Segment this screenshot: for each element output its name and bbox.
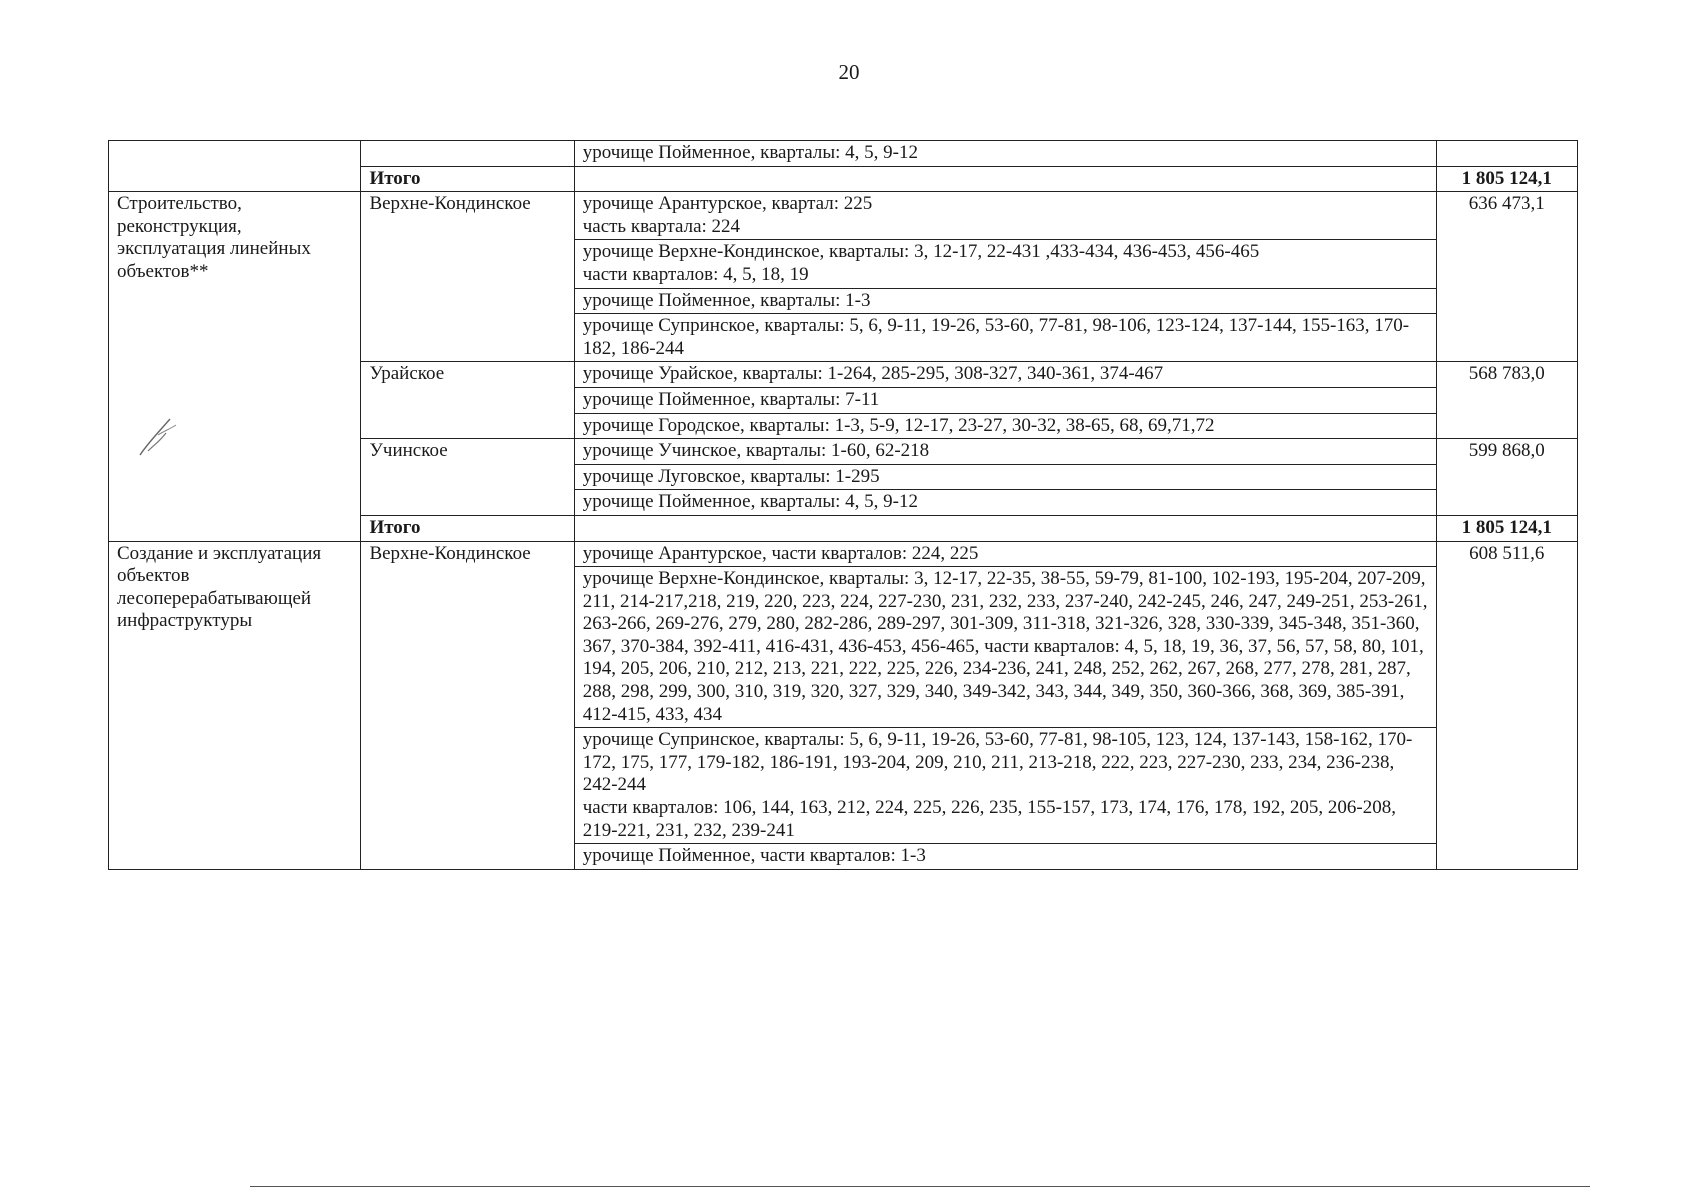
location-line: урочище Учинское, кварталы: 1-60, 62-218 bbox=[582, 440, 930, 462]
area-cell: 636 473,1 bbox=[1436, 192, 1577, 362]
location-cell bbox=[574, 567, 1436, 728]
itogo-total: 1 805 124,1 bbox=[1436, 515, 1577, 541]
purpose-cell-empty bbox=[109, 141, 361, 192]
area-cell: 608 511,6 bbox=[1436, 541, 1577, 869]
location-line: урочище Урайское, кварталы: 1-264, 285-295, 308-327, 340-361, 374-467 bbox=[582, 363, 1164, 385]
location-line: урочище Супринское, кварталы: 5, 6, 9-11, 19-26, 53-60, 77-81, 98-105, 123, 124, 137-143, 158-162, 170-172, 175, 177, 179-182, 186-191, 193-204, 209, 210, 211, 213-218, 222, 223, 227-230, 233, 234, 236-238, 242-244 bbox=[582, 729, 1413, 796]
table-row bbox=[109, 541, 1578, 567]
location-cell bbox=[574, 439, 1436, 465]
itogo-total: 1 805 124,1 bbox=[1436, 166, 1577, 192]
location-cell bbox=[574, 240, 1436, 288]
handwritten-mark-icon bbox=[130, 405, 200, 465]
area-cell-empty bbox=[1436, 141, 1577, 167]
forestry-cell: Урайское bbox=[361, 362, 574, 439]
location-cell bbox=[574, 387, 1436, 413]
location-line: части кварталов: 106, 144, 163, 212, 224, 225, 226, 235, 155-157, 173, 174, 176, 178, 192, 205, 206-208, 219-221, 231, 232, 239-241 bbox=[582, 797, 1397, 841]
bottom-rule bbox=[250, 1186, 1590, 1187]
location-cell bbox=[574, 844, 1436, 870]
location-cell bbox=[574, 288, 1436, 314]
location-line: урочище Верхне-Кондинское, кварталы: 3, 12-17, 22-431 ,433-434, 436-453, 456-465 bbox=[582, 241, 1260, 263]
location-line: урочище Пойменное, части кварталов: 1-3 bbox=[582, 845, 926, 867]
location-cell bbox=[574, 314, 1436, 362]
location-cell bbox=[574, 141, 1436, 167]
area-cell: 599 868,0 bbox=[1436, 439, 1577, 516]
table-row bbox=[109, 192, 1578, 240]
location-line: урочище Пойменное, кварталы: 4, 5, 9-12 bbox=[582, 142, 918, 163]
location-line: урочище Супринское, кварталы: 5, 6, 9-11, 19-26, 53-60, 77-81, 98-106, 123-124, 137-144, 155-163, 170-182, 186-244 bbox=[582, 315, 1410, 359]
location-cell bbox=[574, 192, 1436, 240]
location-line: части кварталов: 4, 5, 18, 19 bbox=[582, 263, 809, 285]
page-number: 20 bbox=[838, 60, 860, 84]
table-row bbox=[109, 141, 1578, 167]
location-line: часть квартала: 224 bbox=[582, 215, 741, 237]
location-line: урочище Верхне-Кондинское, кварталы: 3, 12-17, 22-35, 38-55, 59-79, 81-100, 102-193, 195-204, 207-209, 211, 214-217,218, 219, 220, 223, 224, 227-230, 231, 232, 233, 237-240, 242-245, 246, 247, 249-251, 253-261, 263-266, 269-276, 279, 280, 282-286, 289-297, 301-309, 311-318, 321-326, 328, 330-339, 345-348, 351-360, 367, 370-384, 392-411, 416-431, 436-453, 456-465, части кварталов: 4, 5, 18, 19, 36, 37, 56, 57, 58, 80, 101, 194, 205, 206, 210, 212, 213, 221, 222, 225, 226, 234-236, 241, 248, 252, 262, 267, 268, 277, 278, 281, 287, 288, 298, 299, 300, 310, 319, 320, 327, 329, 340, 349-342, 343, 344, 349, 350, 360-366, 368, 369, 385-391, 412-415, 433, 434 bbox=[582, 568, 1428, 725]
purpose-cell: Создание и эксплуатация объектов лесоперерабатывающей инфраструктуры bbox=[109, 541, 361, 869]
location-cell bbox=[574, 362, 1436, 388]
location-cell bbox=[574, 728, 1436, 844]
forestry-cell: Верхне-Кондинское bbox=[361, 541, 574, 869]
forestry-cell-empty bbox=[361, 141, 574, 167]
location-line: урочище Луговское, кварталы: 1-295 bbox=[582, 465, 880, 487]
itogo-label: Итого bbox=[361, 515, 574, 541]
forestry-cell: Учинское bbox=[361, 439, 574, 516]
location-line: урочище Пойменное, кварталы: 4, 5, 9-12 bbox=[582, 491, 918, 513]
location-line: урочище Пойменное, кварталы: 1-3 bbox=[582, 289, 871, 311]
area-cell: 568 783,0 bbox=[1436, 362, 1577, 439]
location-line: урочище Арантурское, части кварталов: 224, 225 bbox=[582, 542, 979, 564]
location-line: урочище Городское, кварталы: 1-3, 5-9, 12-17, 23-27, 30-32, 38-65, 68, 69,71,72 bbox=[582, 414, 1215, 436]
location-cell bbox=[574, 464, 1436, 490]
itogo-label: Итого bbox=[361, 166, 574, 192]
location-cell bbox=[574, 541, 1436, 567]
location-cell bbox=[574, 413, 1436, 439]
itogo-empty-cell bbox=[574, 166, 1436, 192]
table-body bbox=[109, 141, 1578, 870]
location-line: урочище Арантурское, квартал: 225 bbox=[582, 193, 873, 215]
location-cell bbox=[574, 490, 1436, 516]
forest-allocation-table bbox=[108, 140, 1578, 870]
forestry-cell: Верхне-Кондинское bbox=[361, 192, 574, 362]
purpose-cell: Строительство, реконструкция, эксплуатация линейных объектов** bbox=[109, 192, 361, 541]
itogo-empty-cell bbox=[574, 515, 1436, 541]
location-line: урочище Пойменное, кварталы: 7-11 bbox=[582, 388, 880, 410]
